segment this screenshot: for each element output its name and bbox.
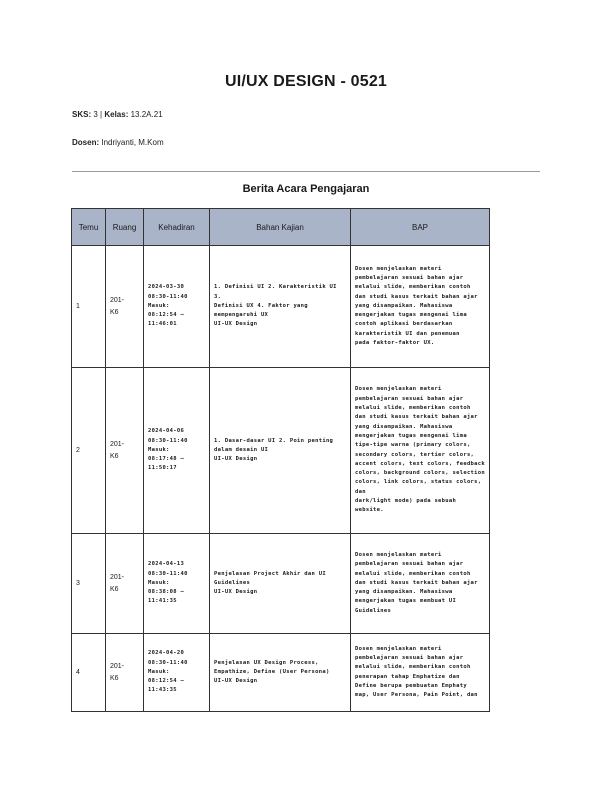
cell-temu: 2 xyxy=(72,368,106,534)
bahan-line: UI-UX Design xyxy=(214,589,258,596)
ruang-line: K6 xyxy=(110,585,119,593)
table-row xyxy=(72,246,490,368)
cell-bap xyxy=(351,246,490,368)
kehadiran-line: 08:30-11:40 xyxy=(148,437,188,444)
cell-kehadiran xyxy=(144,534,210,634)
bap-line: Define berupa pembuatan Emphaty xyxy=(355,682,467,689)
col-header-kehadiran: Kehadiran xyxy=(144,209,210,246)
bap-line: yang disampaikan. Mahasiswa xyxy=(355,302,453,309)
cell-ruang xyxy=(106,634,144,712)
bap-line: yang disampaikan. Mahasiswa xyxy=(355,423,453,430)
kehadiran-line: 2024-04-13 xyxy=(148,561,185,568)
cell-bahan-kajian xyxy=(210,368,351,534)
bap-line: karakteristik UI dan penemuan xyxy=(355,330,460,337)
ruang-line: 201- xyxy=(110,440,125,448)
bap-line: Dosen menjelaskan materi xyxy=(355,551,442,558)
kehadiran-line: 08:30-11:40 xyxy=(148,293,188,300)
ruang-line: 201- xyxy=(110,662,125,670)
bap-line: penerapan tahap Emphatize dan xyxy=(355,673,460,680)
bahan-line: 1. Dasar-dasar UI 2. Poin penting xyxy=(214,437,334,444)
kelas-label: Kelas: xyxy=(104,110,129,119)
bahan-line: UI-UX Design xyxy=(214,678,258,685)
cell-kehadiran xyxy=(144,246,210,368)
bahan-line: UI-UX Design xyxy=(214,321,258,328)
cell-temu: 4 xyxy=(72,634,106,712)
col-header-ruang: Ruang xyxy=(106,209,144,246)
kehadiran-line: Masuk: xyxy=(148,668,170,675)
bap-line: pada faktor-faktor UX. xyxy=(355,340,435,347)
kehadiran-line: Masuk: xyxy=(148,446,170,453)
bap-line: yang disampaikan. Mahasiswa xyxy=(355,589,453,596)
kehadiran-line: 2024-04-06 xyxy=(148,428,185,435)
ruang-line: K6 xyxy=(110,308,119,316)
cell-bahan-kajian xyxy=(210,246,351,368)
cell-bap xyxy=(351,534,490,634)
bap-line: pembelajaran sesuai bahan ajar xyxy=(355,654,464,661)
cell-bahan-kajian xyxy=(210,634,351,712)
page-title: UI/UX DESIGN - 0521 xyxy=(224,73,388,90)
bap-line: pembelajaran sesuai bahan ajar xyxy=(355,274,464,281)
dosen-value: Indriyanti, M.Kom xyxy=(101,138,164,147)
table-row xyxy=(72,534,490,634)
bap-line: contoh aplikasi berdasarkan xyxy=(355,321,453,328)
kehadiran-line: 08:30-11:40 xyxy=(148,659,188,666)
bahan-line: dalam desain UI xyxy=(214,446,269,453)
section-title: Berita Acara Pengajaran xyxy=(242,183,370,195)
bap-line: Dosen menjelaskan materi xyxy=(355,265,442,272)
bahan-line: 1. Definisi UI 2. Karakteristik UI 3. xyxy=(214,284,341,300)
bap-line: tipe-tipe warna (primary colors, xyxy=(355,442,471,449)
kehadiran-line: Masuk: xyxy=(148,302,170,309)
kehadiran-line: 08:12:54 – xyxy=(148,312,185,319)
bap-line: mengerjakan tugas mengenai lima xyxy=(355,312,467,319)
bap-line: pembelajaran sesuai bahan ajar xyxy=(355,561,464,568)
cell-bap xyxy=(351,368,490,534)
kehadiran-line: 08:30-11:40 xyxy=(148,570,188,577)
cell-ruang xyxy=(106,534,144,634)
sks-label: SKS: xyxy=(72,110,92,119)
ruang-line: 201- xyxy=(110,573,125,581)
bahan-line: Penjelasan UX Design Process, xyxy=(214,659,319,666)
cell-bahan-kajian xyxy=(210,534,351,634)
bahan-line: Guidelines xyxy=(214,579,251,586)
bap-line: mengerjakan tugas mengenai lima xyxy=(355,432,467,439)
bap-line: secondary colors, tertier colors, xyxy=(355,451,475,458)
bap-line: melalui slide, memberikan contoh xyxy=(355,284,471,291)
dosen-label: Dosen: xyxy=(72,138,100,147)
course-meta xyxy=(72,110,163,119)
ruang-line: K6 xyxy=(110,674,119,682)
bap-line: website. xyxy=(355,507,384,514)
cell-temu: 3 xyxy=(72,534,106,634)
kehadiran-line: 11:50:17 xyxy=(148,465,177,472)
teaching-record-table xyxy=(71,208,490,712)
bap-line: dan studi kasus terkait bahan ajar xyxy=(355,414,478,421)
kehadiran-line: 08:38:08 – xyxy=(148,589,185,596)
kehadiran-line: 08:12:54 – xyxy=(148,678,185,685)
kehadiran-line: Masuk: xyxy=(148,579,170,586)
header-divider xyxy=(72,171,540,172)
kelas-value: 13.2A.21 xyxy=(130,110,163,119)
ruang-line: K6 xyxy=(110,452,119,460)
lecturer-meta xyxy=(72,138,164,147)
table-header-row xyxy=(72,209,490,246)
bap-line: dan studi kasus terkait bahan ajar xyxy=(355,293,478,300)
cell-kehadiran xyxy=(144,634,210,712)
meta-separator: | xyxy=(100,110,103,119)
bap-line: map, User Persona, Pain Point, dan xyxy=(355,692,478,699)
table-row xyxy=(72,634,490,712)
bap-line: melalui slide, memberikan contoh xyxy=(355,570,471,577)
bahan-line: Penjelasan Project Akhir dan UI xyxy=(214,570,326,577)
kehadiran-line: 11:41:35 xyxy=(148,598,177,605)
bap-line: mengerjakan tugas membuat UI xyxy=(355,598,457,605)
col-header-bahan-kajian: Bahan Kajian xyxy=(210,209,351,246)
bap-line: colors, background colors, selection xyxy=(355,470,486,477)
kehadiran-line: 11:43:35 xyxy=(148,687,177,694)
bap-line: Dosen menjelaskan materi xyxy=(355,645,442,652)
bap-line: Guidelines xyxy=(355,607,392,614)
bap-line: pembelajaran sesuai bahan ajar xyxy=(355,395,464,402)
col-header-temu: Temu xyxy=(72,209,106,246)
table-row xyxy=(72,368,490,534)
bahan-line: Definisi UX 4. Faktor yang xyxy=(214,302,308,309)
bap-line: dark/light mode) pada sebuah xyxy=(355,497,457,504)
bap-line: colors, link colors, status colors, dan xyxy=(355,479,486,495)
cell-ruang xyxy=(106,246,144,368)
bap-line: melalui slide, memberikan contoh xyxy=(355,405,471,412)
cell-kehadiran xyxy=(144,368,210,534)
cell-temu: 1 xyxy=(72,246,106,368)
ruang-line: 201- xyxy=(110,296,125,304)
bap-line: dan studi kasus terkait bahan ajar xyxy=(355,579,478,586)
sks-value: 3 xyxy=(93,110,98,119)
bap-line: melalui slide, memberikan contoh xyxy=(355,664,471,671)
col-header-bap: BAP xyxy=(351,209,490,246)
cell-bap xyxy=(351,634,490,712)
bahan-line: UI-UX Design xyxy=(214,456,258,463)
kehadiran-line: 11:46:01 xyxy=(148,321,177,328)
kehadiran-line: 2024-04-20 xyxy=(148,650,185,657)
cell-ruang xyxy=(106,368,144,534)
bahan-line: Empathize, Define (User Persona) xyxy=(214,668,330,675)
bahan-line: mempengaruhi UX xyxy=(214,312,269,319)
kehadiran-line: 2024-03-30 xyxy=(148,284,185,291)
bap-line: Dosen menjelaskan materi xyxy=(355,386,442,393)
bap-line: accent colors, text colors, feedback xyxy=(355,460,486,467)
kehadiran-line: 08:17:48 – xyxy=(148,456,185,463)
